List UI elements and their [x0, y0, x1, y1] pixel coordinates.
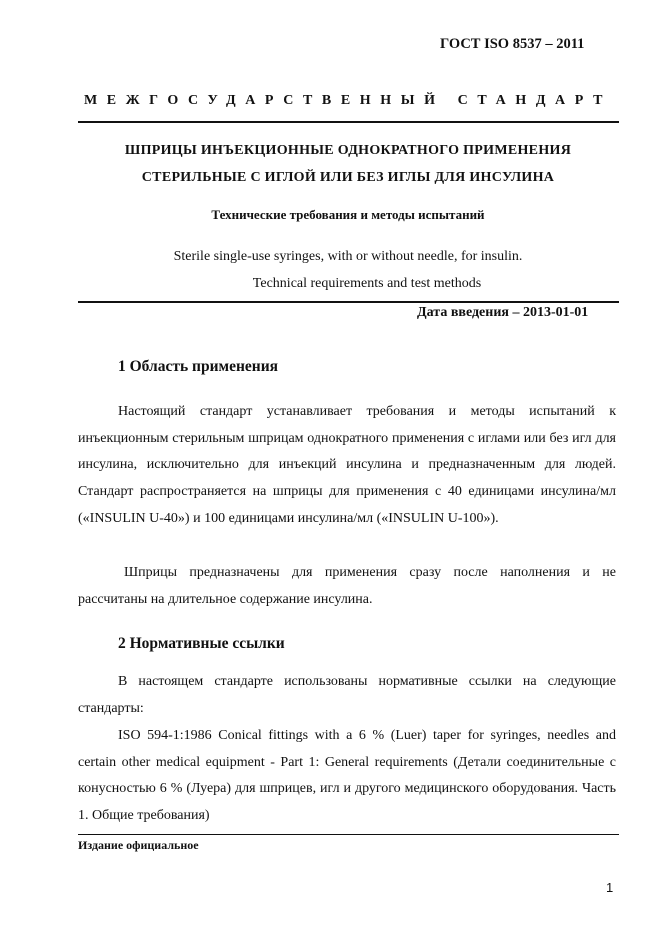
section-2-paragraph-1	[78, 669, 616, 722]
section-2-reference-iso-594	[78, 723, 616, 830]
footer-divider	[78, 834, 619, 835]
title-divider	[78, 301, 619, 303]
section-1-paragraph-2	[78, 560, 616, 613]
section-1-paragraph-1	[78, 399, 616, 533]
section-1-heading: 1 Область применения	[118, 358, 279, 375]
english-title-line-2: Technical requirements and test methods	[252, 276, 482, 291]
standard-type-heading: МЕЖГОСУДАРСТВЕННЫЙ СТАНДАРТ	[83, 93, 613, 108]
page-number: 1	[606, 880, 614, 895]
section-2-heading: 2 Нормативные ссылки	[118, 635, 285, 652]
title-line-2: СТЕРИЛЬНЫЕ С ИГЛОЙ ИЛИ БЕЗ ИГЛЫ ДЛЯ ИНСУЛИНА	[141, 170, 555, 185]
official-edition-label: Издание официальное	[78, 838, 199, 852]
top-divider	[78, 121, 619, 123]
introduction-date: Дата введения – 2013-01-01	[417, 305, 589, 320]
english-title-line-1: Sterile single-use syringes, with or without needle, for insulin.	[173, 249, 523, 264]
paragraph-text: ISO 594-1:1986 Conical fittings with a 6 % (Luer) taper for syringes, needles and certain other medical equipment - Part 1: General requirements (Детали соединительные с конусностью 6 % (Луера) для шприцев, игл и другого медицинского оборудования. Часть 1. Общие требования)	[78, 728, 616, 824]
title-subtitle: Технические требования и методы испытаний	[211, 207, 485, 222]
document-code: ГОСТ ISO 8537 – 2011	[440, 36, 585, 52]
paragraph-text: Настоящий стандарт устанавливает требования и методы испытаний к инъекционным стерильным шприцам однократного применения с иглами или без игл для инсулина, исключительно для инъекций инсулина и предназначенным для людей. Стандарт распространяется на шприцы для применения с 40 единицами инсулина/мл («INSULIN U-40») и 100 единицами инсулина/мл («INSULIN U-100»).	[78, 404, 616, 526]
paragraph-text: В настоящем стандарте использованы нормативные ссылки на следующие стандарты:	[78, 674, 616, 716]
title-line-1: ШПРИЦЫ ИНЪЕКЦИОННЫЕ ОДНОКРАТНОГО ПРИМЕНЕНИЯ	[124, 143, 572, 158]
paragraph-text: Шприцы предназначены для применения сразу после наполнения и не рассчитаны на длительное содержание инсулина.	[78, 565, 616, 607]
